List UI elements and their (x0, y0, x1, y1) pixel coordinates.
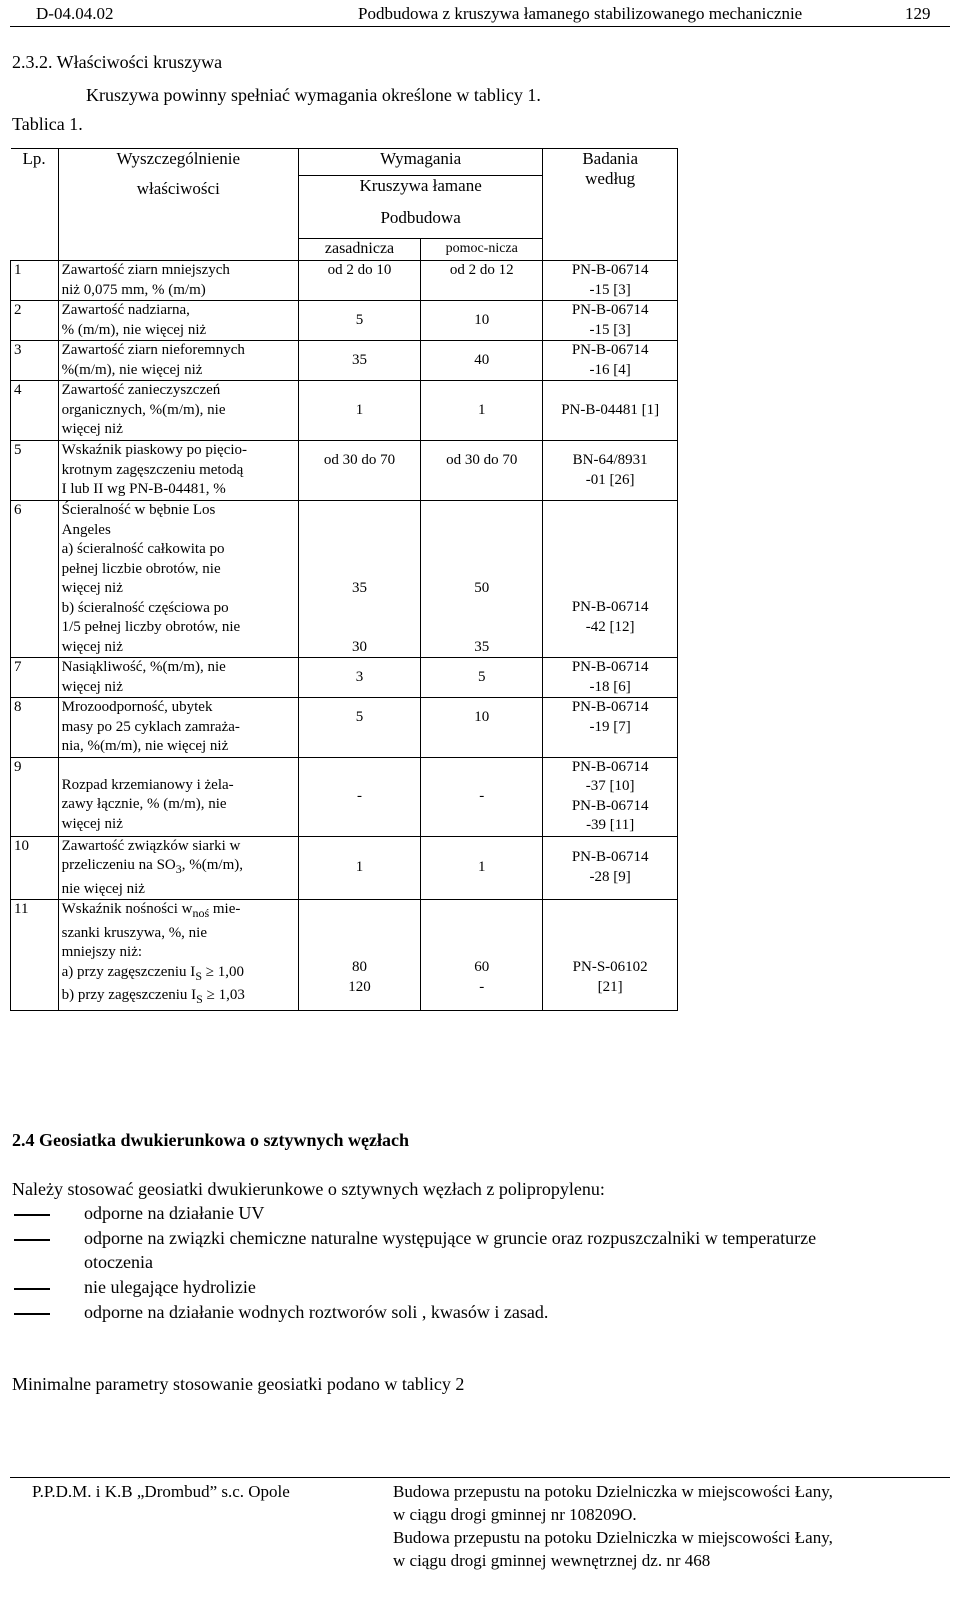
header-aux: pomoc-nicza (421, 239, 543, 261)
bullet-item: odporne na działanie wodnych roztworów soli , kwasów i zasad. (84, 1302, 549, 1322)
value-aux: 10 (421, 698, 543, 758)
table-row (11, 261, 678, 301)
footer-company: P.P.D.M. i K.B „Drombud” s.c. Opole (32, 1482, 290, 1501)
section-24-heading: 2.4 Geosiatka dwukierunkowa o sztywnych węzłach (12, 1130, 410, 1150)
value-aux: od 2 do 12 (421, 261, 543, 301)
table-row (11, 658, 678, 698)
header-crushed: Kruszywa łamane (298, 176, 542, 208)
row-description: Ścieralność w bębnie Los Angeles a) ścieralność całkowita po pełnej liczbie obrotów, nie więcej niż b) ścieralność częściowa po 1/5 pełnej liczby obrotów, nie więcej niż (58, 501, 298, 658)
row-standard: PN-B-06714 -15 [3] (543, 261, 678, 301)
table-2-note: Minimalne parametry stosowanie geosiatki podano w tablicy 2 (12, 1374, 465, 1394)
value-aux: 10 (421, 301, 543, 341)
header-test: Badania według (543, 149, 678, 261)
dash-bullet-icon (14, 1214, 50, 1216)
footer-line: w ciągu drogi gminnej wewnętrznej dz. nr 468 (393, 1551, 711, 1570)
table-row (11, 301, 678, 341)
row-standard: PN-B-06714 -18 [6] (543, 658, 678, 698)
value-main: 5 (298, 698, 420, 758)
value-main: 35 30 (298, 501, 420, 658)
doc-title: Podbudowa z kruszywa łamanego stabilizowanego mechanicznie (358, 4, 803, 23)
table-row (11, 698, 678, 758)
value-aux: 1 (421, 381, 543, 441)
footer-rule (10, 1477, 950, 1478)
value-main: 3 (298, 658, 420, 698)
row-number: 7 (11, 658, 59, 698)
section-24-intro: Należy stosować geosiatki dwukierunkowe o sztywnych węzłach z polipropylenu: (12, 1179, 605, 1199)
row-number: 9 (11, 757, 59, 836)
row-number: 6 (11, 501, 59, 658)
value-main: - (298, 757, 420, 836)
footer-line: w ciągu drogi gminnej nr 108209O. (393, 1505, 637, 1524)
row-standard: PN-B-06714 -42 [12] (543, 501, 678, 658)
row-number: 8 (11, 698, 59, 758)
header-lp: Lp. (11, 149, 59, 261)
row-description: Zawartość nadziarna, % (m/m), nie więcej niż (58, 301, 298, 341)
row-standard: PN-B-04481 [1] (543, 381, 678, 441)
table-row (11, 441, 678, 501)
bullet-item-continuation: otoczenia (84, 1252, 153, 1272)
footer-line: Budowa przepustu na potoku Dzielniczka w miejscowości Łany, (393, 1482, 833, 1501)
value-main: od 2 do 10 (298, 261, 420, 301)
row-description: Zawartość zanieczyszczeń organicznych, %(m/m), nie więcej niż (58, 381, 298, 441)
value-aux: 40 (421, 341, 543, 381)
row-standard: PN-S-06102 [21] (543, 900, 678, 1011)
row-standard: PN-B-06714 -19 [7] (543, 698, 678, 758)
row-description: Zawartość związków siarki w przeliczeniu na $SO_3$, %(m/m), nie więcej niż (58, 836, 298, 900)
value-main: 80 120 (298, 900, 420, 1011)
table-row (11, 900, 678, 1011)
row-number: 4 (11, 381, 59, 441)
doc-code: D-04.04.02 (36, 4, 114, 23)
row-description: Mrozoodporność, ubytek masy po 25 cyklach zamraża- nia, %(m/m), nie więcej niż (58, 698, 298, 758)
section-intro: Kruszywa powinny spełniać wymagania określone w tablicy 1. (86, 85, 541, 105)
value-main: od 30 do 70 (298, 441, 420, 501)
page-number: 129 (905, 4, 931, 23)
value-main: 1 (298, 836, 420, 900)
row-standard: BN-64/8931 -01 [26] (543, 441, 678, 501)
row-description: Wskaźnik nośności $w_{noś}$ mie- szanki kruszywa, %, nie mniejszy niż: a) przy zagęszczeniu $I_S \ge 1,00$ b) przy zagęszczeniu $I_S \ge 1,03$ (58, 900, 298, 1011)
row-number: 2 (11, 301, 59, 341)
row-standard: PN-B-06714 -15 [3] (543, 301, 678, 341)
row-number: 1 (11, 261, 59, 301)
row-description: Zawartość ziarn nieforemnych %(m/m), nie więcej niż (58, 341, 298, 381)
dash-bullet-icon (14, 1313, 50, 1315)
row-description: Nasiąkliwość, %(m/m), nie więcej niż (58, 658, 298, 698)
section-heading: 2.3.2. Właściwości kruszywa (12, 52, 223, 72)
row-number: 3 (11, 341, 59, 381)
value-main: 1 (298, 381, 420, 441)
bullet-item: nie ulegające hydrolizie (84, 1277, 256, 1297)
value-aux: - (421, 757, 543, 836)
table-row (11, 757, 678, 836)
row-description: Zawartość ziarn mniejszych niż 0,075 mm, % (m/m) (58, 261, 298, 301)
dash-bullet-icon (14, 1239, 50, 1241)
footer-line: Budowa przepustu na potoku Dzielniczka w miejscowości Łany, (393, 1528, 833, 1547)
row-number: 5 (11, 441, 59, 501)
row-number: 10 (11, 836, 59, 900)
bullet-item: odporne na związki chemiczne naturalne występujące w gruncie oraz rozpuszczalniki w temperaturze (84, 1228, 817, 1248)
value-aux: 1 (421, 836, 543, 900)
value-aux: 50 35 (421, 501, 543, 658)
dash-bullet-icon (14, 1288, 50, 1290)
row-standard: PN-B-06714 -37 [10] PN-B-06714 -39 [11] (543, 757, 678, 836)
table-label: Tablica 1. (12, 114, 83, 134)
header-rule (10, 26, 950, 27)
bullet-item: odporne na działanie UV (84, 1203, 265, 1223)
properties-table (10, 148, 678, 1011)
value-aux: 5 (421, 658, 543, 698)
row-standard: PN-B-06714 -16 [4] (543, 341, 678, 381)
header-requirements: Wymagania (298, 149, 542, 176)
value-aux: od 30 do 70 (421, 441, 543, 501)
value-main: 5 (298, 301, 420, 341)
row-description: Wskaźnik piaskowy po pięcio- krotnym zagęszczeniu metodą I lub II wg PN-B-04481, % (58, 441, 298, 501)
value-main: 35 (298, 341, 420, 381)
table-row (11, 381, 678, 441)
header-main: zasadnicza (298, 239, 420, 261)
table-row (11, 836, 678, 900)
row-number: 11 (11, 900, 59, 1011)
row-description: Rozpad krzemianowy i żela- zawy łącznie, % (m/m), nie więcej niż (58, 757, 298, 836)
table-row (11, 501, 678, 658)
header-description: Wyszczególnienie właściwości (58, 149, 298, 261)
table-row (11, 341, 678, 381)
value-aux: 60 - (421, 900, 543, 1011)
row-standard: PN-B-06714 -28 [9] (543, 836, 678, 900)
header-base: Podbudowa (298, 208, 542, 239)
